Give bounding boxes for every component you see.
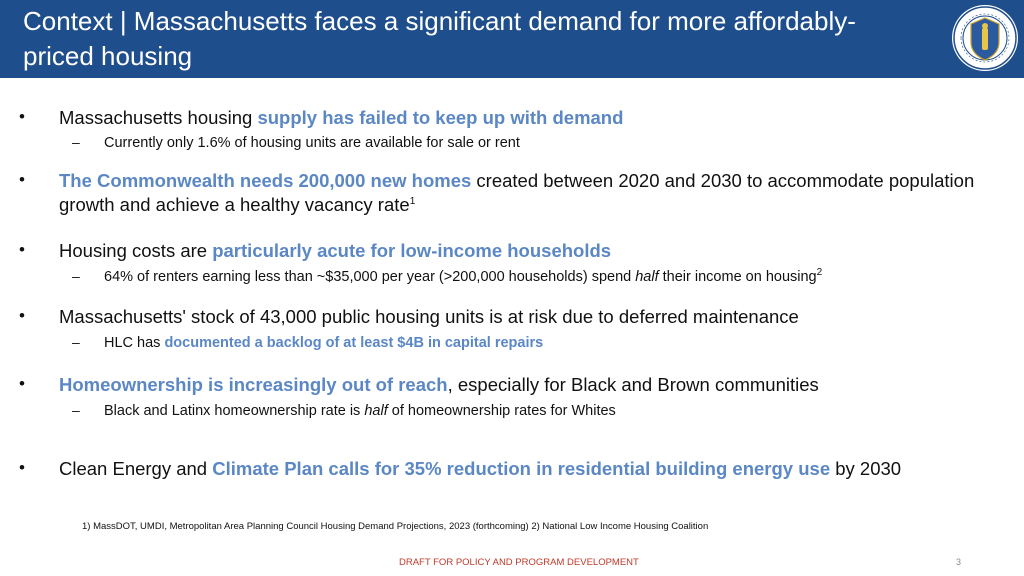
sub-bullet-1: Currently only 1.6% of housing units are available for sale or rent [104,135,520,151]
sub-bullet-text: of homeownership rates for Whites [387,403,616,419]
bullet-text: Massachusetts' stock of 43,000 public housing units is at risk due to deferred maintenance [59,306,799,327]
bullet-marker: • [19,240,25,259]
sub-bullet-3 [104,267,1004,287]
slide-footnote: 1) MassDOT, UMDI, Metropolitan Area Planning Council Housing Demand Projections, 2023 (forthcoming) 2) National Low Income Housing Coalition [82,521,709,532]
bullet-highlight: Homeownership is increasingly out of reach [59,374,448,395]
bullet-highlight: particularly acute for low-income households [212,240,612,261]
page-number: 3 [956,557,962,567]
bullet-text: Clean Energy and [59,458,213,479]
sub-bullet-marker: – [72,334,80,350]
bullet-text: Housing costs are [59,240,213,261]
bullet-3 [59,239,1009,263]
bullet-marker: • [19,458,25,477]
bullet-4 [59,305,1009,329]
sub-bullet-emphasis: half [364,403,388,419]
sub-bullet-emphasis: half [635,269,659,285]
sub-bullet-text: their income on housing [658,269,817,285]
sub-bullet-text: HLC has [104,335,165,351]
bullet-1 [59,106,1009,130]
sub-bullet-marker: – [72,134,80,150]
sub-bullet-highlight: documented a backlog of at least $4B in capital repairs [164,335,544,351]
sub-bullet-5 [104,401,1004,421]
bullet-highlight: supply has failed to keep up with demand [257,107,624,128]
footnote-ref: 2 [816,267,823,279]
sub-bullet-marker: – [72,268,80,284]
sub-bullet-4 [104,333,1004,353]
bullet-text: , especially for Black and Brown communities [447,374,819,395]
bullet-5 [59,373,1009,397]
footnote-ref: 1 [409,195,416,207]
bullet-marker: • [19,107,25,126]
bullet-highlight: The Commonwealth needs 200,000 new homes [59,170,472,191]
sub-bullet-text: 64% of renters earning less than ~$35,000 per year (>200,000 households) spend [104,269,636,285]
bullet-text: by 2030 [830,458,902,479]
bullet-6 [59,457,1009,481]
bullet-2 [59,169,989,217]
draft-footer: DRAFT FOR POLICY AND PROGRAM DEVELOPMENT [399,557,639,568]
bullet-text: Massachusetts housing [59,107,258,128]
bullet-marker: • [19,374,25,393]
sub-bullet-text: Black and Latinx homeownership rate is [104,403,365,419]
sub-bullet-marker: – [72,402,80,418]
bullet-text: created between 2020 and 2030 to accommodate population growth and achieve a healthy vacancy rate [59,170,975,215]
bullet-highlight: Climate Plan calls for 35% reduction in residential building energy use [212,458,831,479]
bullet-marker: • [19,170,25,189]
bullet-marker: • [19,306,25,325]
slide-title: Context | Massachusetts faces a significant demand for more affordably-priced housing [23,6,856,71]
